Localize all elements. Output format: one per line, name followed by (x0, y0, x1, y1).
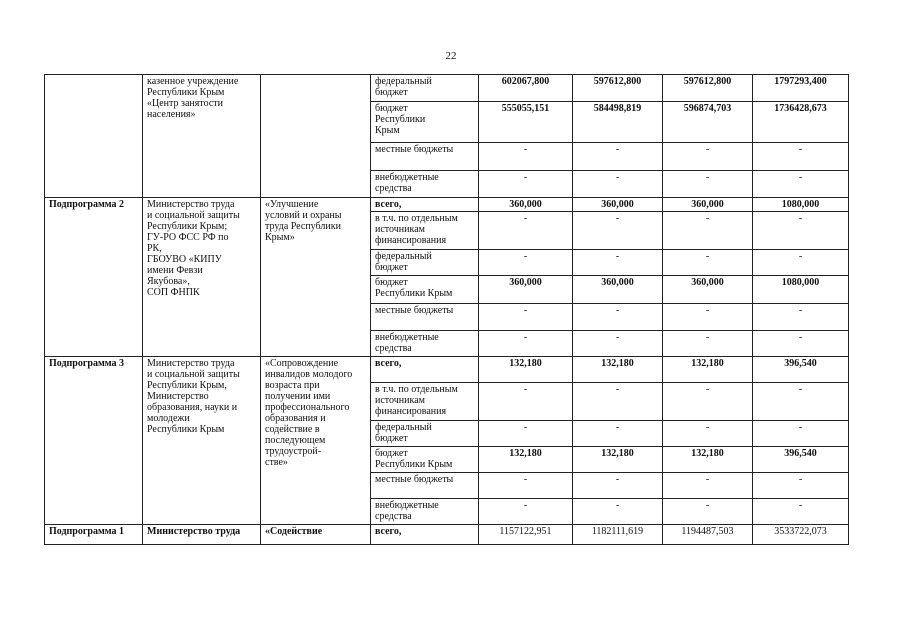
value-cell: 132,180 (479, 357, 573, 383)
value-cell: - (753, 331, 849, 357)
value-cell: 584498,819 (573, 102, 663, 143)
value-cell: - (573, 250, 663, 276)
value-cell: - (573, 473, 663, 499)
value-cell: - (573, 212, 663, 250)
table-row (45, 525, 849, 545)
value-cell: - (663, 421, 753, 447)
value-cell: 360,000 (663, 198, 753, 212)
program-cell: Подпрограмма 2 (45, 198, 143, 357)
source-cell: бюджет Республики Крым (371, 447, 479, 473)
page-number: 22 (445, 50, 457, 62)
source-cell: бюджет Республики Крым (371, 102, 479, 143)
value-cell: - (573, 421, 663, 447)
value-cell: 132,180 (479, 447, 573, 473)
value-cell: - (753, 171, 849, 198)
source-cell: бюджет Республики Крым (371, 276, 479, 304)
source-cell: в т.ч. по отдельным источникам финансирования (371, 212, 479, 250)
program-cell: Подпрограмма 1 (45, 525, 143, 545)
source-cell: всего, (371, 525, 479, 545)
value-cell: - (753, 250, 849, 276)
value-cell: - (663, 212, 753, 250)
executor-cell: казенное учреждение Республики Крым «Центр занятости населения» (143, 75, 261, 198)
subprogram-name-cell: «Улучшение условий и охраны труда Республики Крым» (261, 198, 371, 357)
executor-cell: Министерство труда и социальной защиты Республики Крым, Министерство образования, науки и молодежи Республики Крым (143, 357, 261, 525)
value-cell: 602067,800 (479, 75, 573, 102)
table-row (45, 75, 849, 102)
value-cell: - (479, 383, 573, 421)
value-cell: - (663, 473, 753, 499)
source-cell: всего, (371, 357, 479, 383)
source-cell: внебюджетные средства (371, 331, 479, 357)
value-cell: 360,000 (479, 276, 573, 304)
value-cell: 132,180 (573, 357, 663, 383)
value-cell: 360,000 (573, 198, 663, 212)
subprogram-name-cell: «Содействие (261, 525, 371, 545)
table-row (45, 357, 849, 383)
source-cell: местные бюджеты (371, 143, 479, 171)
executor-cell: Министерство труда и социальной защиты Республики Крым; ГУ-РО ФСС РФ по РК, ГБОУВО «КИПУ имени Февзи Якубова», СОП ФНПК (143, 198, 261, 357)
value-cell: - (663, 250, 753, 276)
value-cell: - (663, 499, 753, 525)
source-cell: федеральный бюджет (371, 421, 479, 447)
value-cell: 1080,000 (753, 276, 849, 304)
value-cell: - (479, 499, 573, 525)
value-cell: - (753, 473, 849, 499)
value-cell: - (663, 331, 753, 357)
value-cell: 1080,000 (753, 198, 849, 212)
value-cell: - (753, 304, 849, 331)
source-cell: федеральный бюджет (371, 250, 479, 276)
value-cell: - (479, 473, 573, 499)
value-cell: 132,180 (573, 447, 663, 473)
source-cell: местные бюджеты (371, 304, 479, 331)
value-cell: 555055,151 (479, 102, 573, 143)
value-cell: - (573, 171, 663, 198)
source-cell: всего, (371, 198, 479, 212)
value-cell: - (753, 143, 849, 171)
value-cell: 1736428,673 (753, 102, 849, 143)
value-cell: 596874,703 (663, 102, 753, 143)
executor-cell: Министерство труда (143, 525, 261, 545)
value-cell: - (663, 143, 753, 171)
source-cell: в т.ч. по отдельным источникам финансирования (371, 383, 479, 421)
value-cell: 360,000 (573, 276, 663, 304)
value-cell: - (479, 331, 573, 357)
value-cell: - (573, 499, 663, 525)
source-cell: внебюджетные средства (371, 499, 479, 525)
value-cell: - (663, 304, 753, 331)
value-cell: 597612,800 (573, 75, 663, 102)
source-cell: внебюджетные средства (371, 171, 479, 198)
value-cell: - (479, 421, 573, 447)
table-row (45, 198, 849, 212)
value-cell: - (663, 171, 753, 198)
value-cell: - (663, 383, 753, 421)
subprogram-name-cell: «Сопровождение инвалидов молодого возраста при получении ими профессионального образования и содействие в последующем трудоустрой- стве» (261, 357, 371, 525)
value-cell: - (479, 250, 573, 276)
source-cell: местные бюджеты (371, 473, 479, 499)
subprogram-name-cell (261, 75, 371, 198)
value-cell: 597612,800 (663, 75, 753, 102)
value-cell: 1182111,619 (573, 525, 663, 545)
program-cell (45, 75, 143, 198)
value-cell: 132,180 (663, 447, 753, 473)
value-cell: 360,000 (479, 198, 573, 212)
value-cell: - (753, 499, 849, 525)
value-cell: - (573, 304, 663, 331)
value-cell: 132,180 (663, 357, 753, 383)
value-cell: - (753, 383, 849, 421)
value-cell: 1797293,400 (753, 75, 849, 102)
value-cell: - (573, 143, 663, 171)
program-cell: Подпрограмма 3 (45, 357, 143, 525)
value-cell: - (479, 212, 573, 250)
value-cell: - (479, 143, 573, 171)
value-cell: - (479, 171, 573, 198)
value-cell: - (753, 421, 849, 447)
value-cell: 360,000 (663, 276, 753, 304)
budget-table (44, 74, 849, 545)
value-cell: - (479, 304, 573, 331)
value-cell: 3533722,073 (753, 525, 849, 545)
value-cell: - (573, 331, 663, 357)
value-cell: 1157122,951 (479, 525, 573, 545)
value-cell: - (573, 383, 663, 421)
value-cell: 396,540 (753, 447, 849, 473)
value-cell: 1194487,503 (663, 525, 753, 545)
value-cell: 396,540 (753, 357, 849, 383)
value-cell: - (753, 212, 849, 250)
source-cell: федеральный бюджет (371, 75, 479, 102)
